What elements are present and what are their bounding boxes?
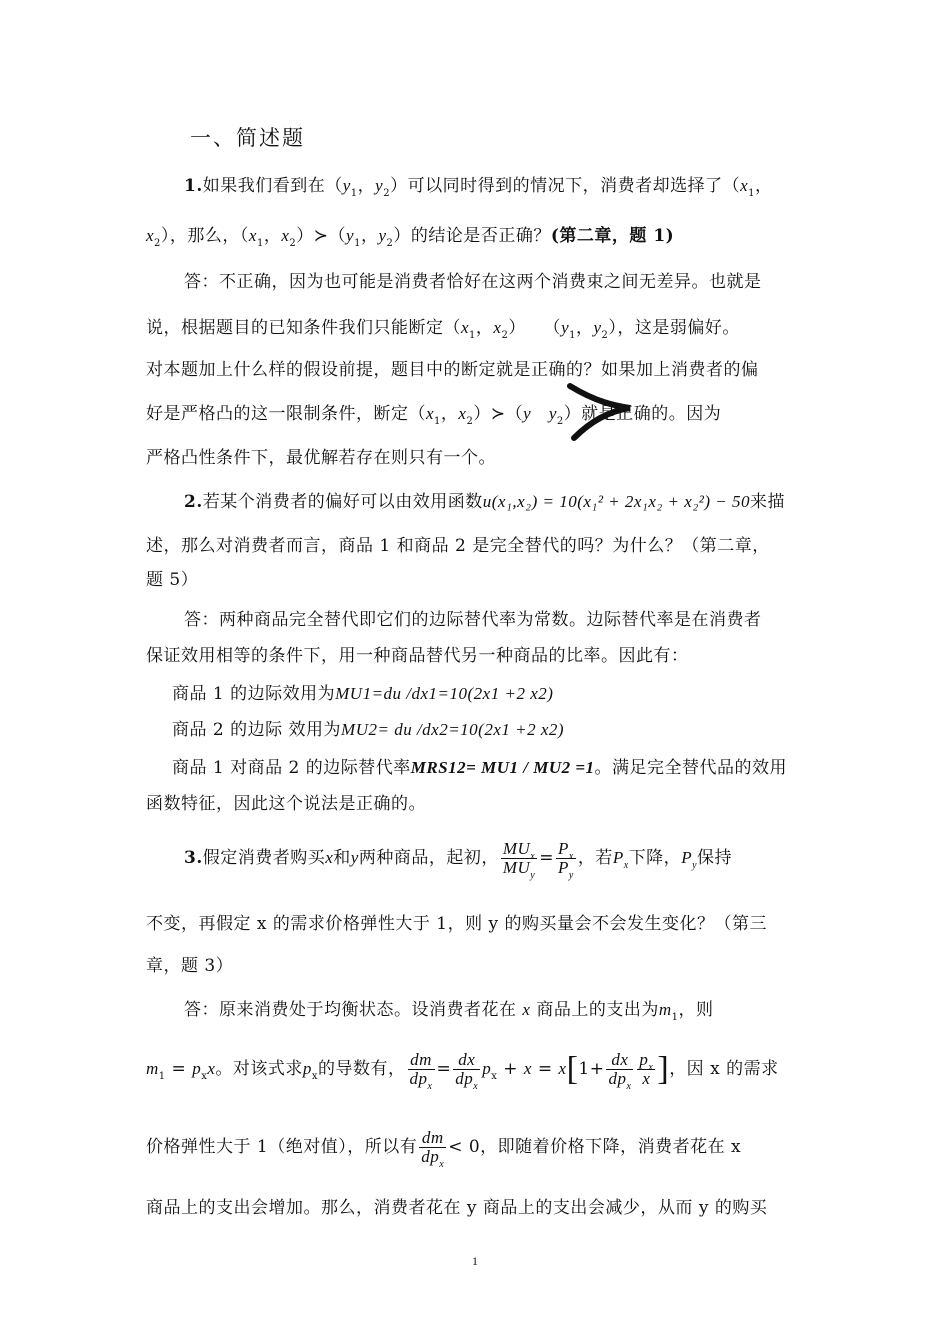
p-over-x-fraction: $\frac{p_x}{x}$	[639, 1050, 654, 1088]
q1-answer-1: 答：不正确，因为也可能是消费者恰好在这两个消费束之间无差异。也就是	[184, 272, 762, 292]
q3-answer-3: 价格弹性大于 1（绝对值），所以有 $\frac{dm}{dp_x}$ < 0，即随着价格下降，消费者花在 x	[146, 1128, 742, 1170]
q2-mu2: 商品 2 的边际 效用为MU2= du /dx2=10(2x1 +2 x2)	[172, 720, 565, 740]
q3-answer-1: 答：原来消费处于均衡状态。设消费者花在 x 商品上的支出为$m_1$，则	[184, 1000, 714, 1023]
q3-line-1: 3.假定消费者购买x和y两种商品，起初， $\frac{MU_x}{MU_y}$ = $\frac{P_x}{P_y}$ ，若$P_x$下降，$P_y$保持	[184, 839, 733, 881]
dm-dp-sign-fraction: $\frac{dm}{dp_x}$	[421, 1128, 445, 1170]
page-number: 1	[472, 1254, 478, 1268]
q2-line-3: 题 5）	[146, 570, 199, 590]
q3-line-3: 章，题 3）	[146, 956, 234, 976]
succeeds-symbol-icon	[566, 382, 634, 442]
q3-answer-2: $m_1 = p_xx$。对该式求$p_x$的导数有， $\frac{dm}{dp_x}$ = $\frac{dx}{dp_x}$ $p_x + x = x[1+$ $\frac{dx}{dp_x}$ $\frac{p_x}{x}$ ]，因 x 的需求	[146, 1050, 779, 1092]
q2-line-2: 述，那么对消费者而言，商品 1 和商品 2 是完全替代的吗？为什么？（第二章，	[146, 536, 770, 556]
price-ratio-fraction: $\frac{P_x}{P_y}$	[558, 839, 574, 881]
q1-line-2: $x_2$），那么，（$x_1$，$x_2)≻(y_1$，$y_2$）的结论是否正确？(第二章，题 1)	[146, 226, 675, 249]
q1-answer-4: 好是严格凸的这一限制条件，断定（$x_1$，$x_2)≻(y$ $y_2$）就是正确的。因为	[146, 404, 722, 427]
q3-line-2: 不变，再假定 x 的需求价格弹性大于 1，则 y 的购买量会不会发生变化？（第三	[146, 914, 768, 934]
q1-answer-3: 对本题加上什么样的假设前提，题目中的断定就是正确的？如果加上消费者的偏	[146, 360, 759, 380]
q1-answer-5: 严格凸性条件下，最优解若存在则只有一个。	[146, 448, 496, 468]
q1-line-1: 1.如果我们看到在（$y_1$，$y_2$）可以同时得到的情况下，消费者却选择了（$x_1$，	[184, 176, 773, 199]
q2-answer-2: 保证效用相等的条件下，用一种商品替代另一种商品的比率。因此有：	[146, 646, 689, 666]
q2-answer-last: 函数特征，因此这个说法是正确的。	[146, 794, 426, 814]
dx-dp-fraction-2: $\frac{dx}{dp_x}$	[608, 1050, 632, 1092]
q2-line-1: 2.若某个消费者的偏好可以由效用函数u(x₁,x₂) = 10(x₁² + 2x₁x₂ + x₂²) − 50来描	[184, 492, 785, 512]
section-heading: 一、简述题	[190, 126, 305, 150]
q1-answer-2: 说，根据题目的已知条件我们只能断定（$x_1$，$x_2$） （$y_1$，$y_2$），这是弱偏好。	[146, 318, 740, 341]
mu-ratio-fraction: $\frac{MU_x}{MU_y}$	[502, 839, 536, 881]
dm-dp-fraction: $\frac{dm}{dp_x}$	[409, 1050, 433, 1092]
q2-mu1: 商品 1 的边际效用为MU1=du /dx1=10(2x1 +2 x2)	[172, 684, 554, 704]
q2-answer-1: 答：两种商品完全替代即它们的边际替代率为常数。边际替代率是在消费者	[184, 610, 762, 630]
q3-answer-4: 商品上的支出会增加。那么，消费者花在 y 商品上的支出会减少，从而 y 的购买	[146, 1198, 768, 1218]
dx-dp-fraction: $\frac{dx}{dp_x}$	[455, 1050, 479, 1092]
q2-mrs: 商品 1 对商品 2 的边际替代率MRS12= MU1 / MU2 =1。满足完全替代品的效用	[172, 758, 788, 778]
